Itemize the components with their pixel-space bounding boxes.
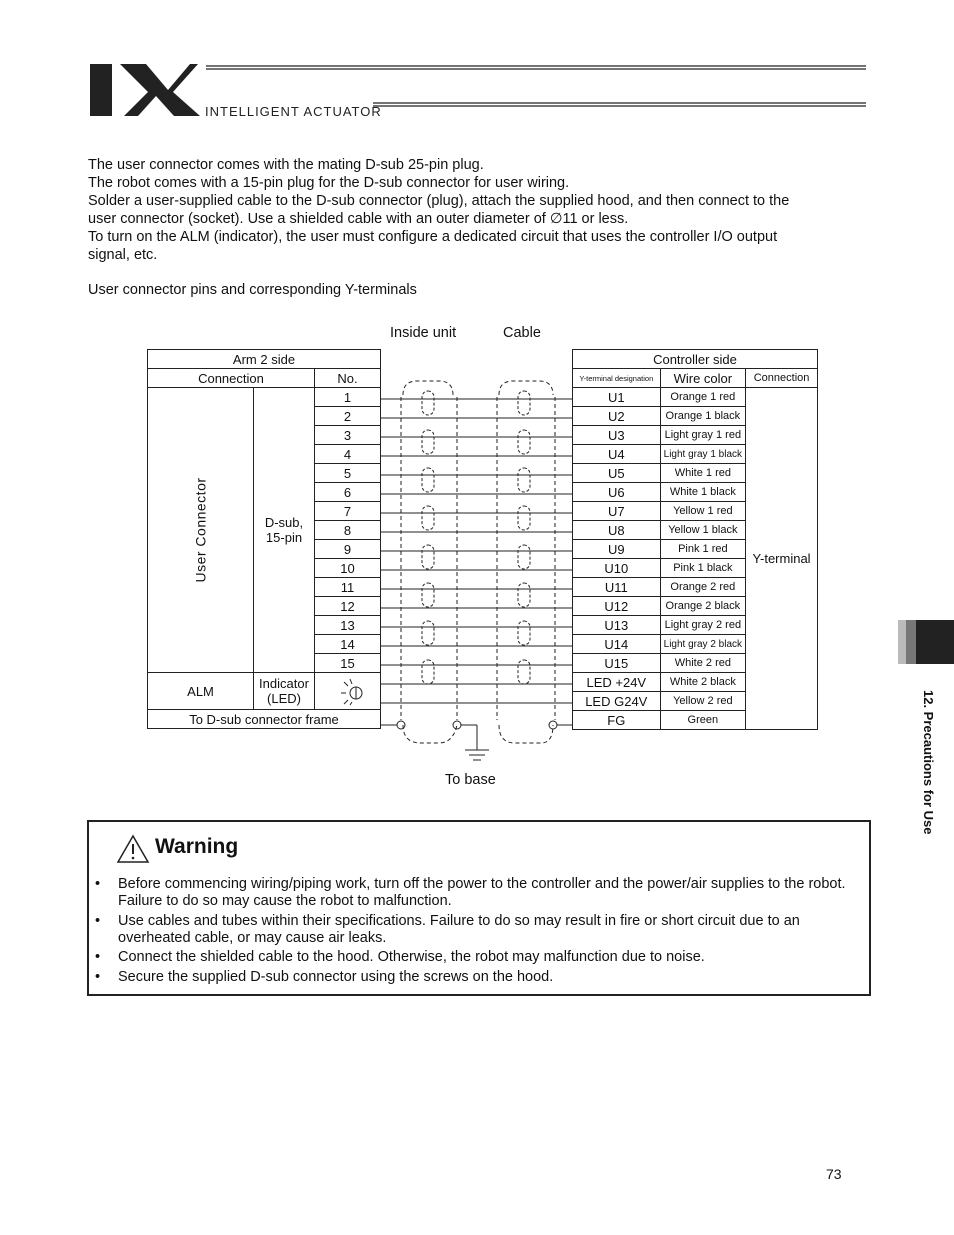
col-no: No. [314,369,380,388]
warning-triangle-icon [116,834,150,864]
y-terminal-designation: U11 [573,578,661,597]
pin-no: 6 [314,483,380,502]
y-terminal-designation: U4 [573,445,661,464]
pin-no: 3 [314,426,380,445]
wire-color: Orange 1 black [660,407,746,426]
bullet-dot: • [95,876,101,892]
wire-color: Light gray 1 black [660,445,746,464]
y-terminal-designation: LED +24V [573,673,661,692]
controller-side-table [572,349,818,730]
wire-color: Green [660,711,746,730]
pin-no: 7 [314,502,380,521]
warning-list [95,876,865,988]
brand-subtitle: INTELLIGENT ACTUATOR [205,104,382,119]
controller-header: Controller side [573,350,818,369]
y-terminal-designation: U12 [573,597,661,616]
user-connector-label: User Connector [192,477,209,583]
warning-item [95,969,865,986]
y-terminal-designation: U15 [573,654,661,673]
alm-label: ALM [148,673,254,710]
wire-color: Yellow 1 black [660,521,746,540]
y-terminal-designation: U14 [573,635,661,654]
arm2-header: Arm 2 side [148,350,381,369]
wire-color: Pink 1 red [660,540,746,559]
wire-color: Orange 2 black [660,597,746,616]
led-cell [314,673,380,710]
page-number: 73 [826,1166,842,1182]
chapter-label: 12. Precautions for Use [921,690,936,835]
warning-title: Warning [155,835,239,858]
y-terminal-designation: U6 [573,483,661,502]
wire-color: Yellow 1 red [660,502,746,521]
to-base-label: To base [445,772,496,788]
pin-no: 2 [314,407,380,426]
intro-line: To turn on the ALM (indicator), the user must configure a dedicated circuit that uses the controller I/O output [88,229,778,245]
inside-unit-label: Inside unit [390,325,457,341]
pin-no: 9 [314,540,380,559]
y-terminal-designation: U3 [573,426,661,445]
pin-no: 8 [314,521,380,540]
chapter-tab [898,620,954,664]
wiring-diagram [381,375,573,775]
intro-line: user connector (socket). Use a shielded cable with an outer diameter of ∅11 or less. [88,211,629,227]
y-terminal-designation: LED G24V [573,692,661,711]
wire-color: Pink 1 black [660,559,746,578]
user-connector-cell [148,388,254,673]
col-designation: Y-terminal designation [573,369,661,388]
wire-color: Light gray 2 red [660,616,746,635]
pin-no: 11 [314,578,380,597]
warning-text: Connect the shielded cable to the hood. Otherwise, the robot may malfunction due to noise. [118,949,705,965]
pin-no: 5 [314,464,380,483]
pin-no: 14 [314,635,380,654]
wire-color: White 2 red [660,654,746,673]
pin-no: 10 [314,559,380,578]
col-connection: Connection [746,369,818,388]
bullet-dot: • [95,912,101,929]
y-terminal-connection: Y-terminal [746,388,818,730]
chapter-label-container [918,690,938,870]
indicator-cell [254,673,315,710]
y-terminal-designation: U5 [573,464,661,483]
y-terminal-designation: U9 [573,540,661,559]
wire-color: Orange 2 red [660,578,746,597]
col-wire-color: Wire color [660,369,746,388]
pin-no: 4 [314,445,380,464]
indicator-label-2: (LED) [267,691,301,706]
intro-line: signal, etc. [88,247,158,263]
warning-text: Before commencing wiring/piping work, turn off the power to the controller and the power/air supplies to the robot. Failure to do so may cause the robot to malfunction. [118,876,846,909]
warning-item [95,949,865,966]
warning-item [95,913,865,947]
wire-color: Light gray 1 red [660,426,746,445]
arm2-side-table [147,349,381,729]
y-terminal-designation: U7 [573,502,661,521]
warning-text: Use cables and tubes within their specifications. Failure to do so may result in fire or short circuit due to an overheated cable, or may cause air leaks. [118,912,800,946]
y-terminal-designation: FG [573,711,661,730]
wire-color: White 1 red [660,464,746,483]
indicator-label-1: Indicator [259,676,309,691]
cable-label: Cable [503,325,541,341]
ground-icon [461,725,489,760]
y-terminal-designation: U10 [573,559,661,578]
intro-line: Solder a user-supplied cable to the D-sub connector (plug), attach the supplied hood, and then connect to the [88,193,790,209]
wire-color: Yellow 2 red [660,692,746,711]
frame-label: To D-sub connector frame [148,710,381,729]
col-connection: Connection [148,369,315,388]
y-terminal-designation: U2 [573,407,661,426]
dsub-label-2: 15-pin [265,530,303,545]
pin-no: 13 [314,616,380,635]
warning-text: Secure the supplied D-sub connector using the screws on the hood. [118,968,554,985]
wire-color: Orange 1 red [660,388,746,407]
pin-no: 15 [314,654,380,673]
diagram-caption: User connector pins and corresponding Y-terminals [88,282,417,298]
led-icon [339,676,369,706]
wire-color: White 2 black [660,673,746,692]
y-terminal-designation: U1 [573,388,661,407]
wire-color: Light gray 2 black [660,635,746,654]
warning-item [95,876,865,910]
y-terminal-designation: U8 [573,521,661,540]
pin-no: 12 [314,597,380,616]
bullet-dot: • [95,949,101,965]
wire-color: White 1 black [660,483,746,502]
pin-no: 1 [314,388,380,407]
intro-line: The robot comes with a 15-pin plug for the D-sub connector for user wiring. [88,175,570,191]
intro-line: The user connector comes with the mating D-sub 25-pin plug. [88,157,484,173]
bullet-dot: • [95,968,101,985]
dsub-label-1: D-sub, [264,515,304,530]
y-terminal-designation: U13 [573,616,661,635]
dsub-cell [254,388,315,673]
